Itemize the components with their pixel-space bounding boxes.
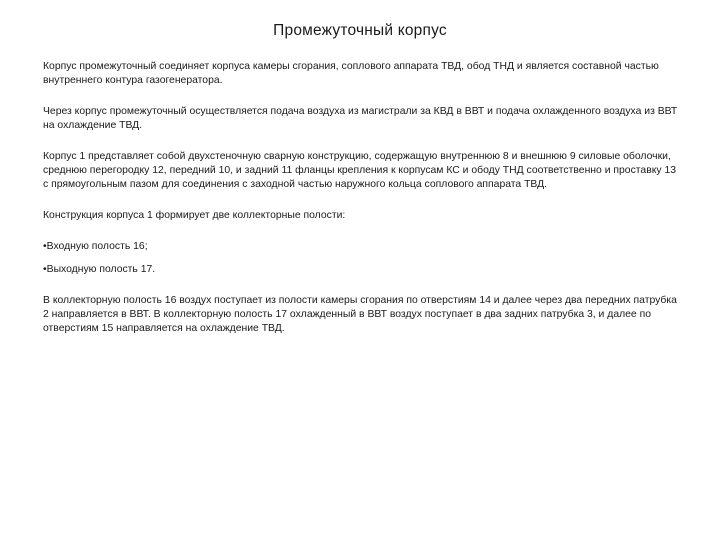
cavity-list [43, 240, 683, 277]
paragraph-air-flow: В коллекторную полость 16 воздух поступает из полости камеры сгорания по отверстиям 14 и далее через два передних патрубка 2 направляется в ВВТ. В коллекторную полость 17 охлажденный в ВВТ воздух поступает в два задних патрубка 3, и далее по отверстиям 15 направляется на охлаждение ТВД. [43, 295, 677, 334]
slide-title: Промежуточный корпус [273, 22, 447, 39]
list-item [43, 240, 683, 254]
slide-body [43, 60, 683, 353]
list-item-text: Выходную полость 17. [46, 264, 156, 275]
list-item [43, 263, 683, 277]
paragraph-air-supply: Через корпус промежуточный осуществляется подача воздуха из магистрали за КВД в ВВТ и подача охлажденного воздуха из ВВТ на охлаждение ТВД. [43, 106, 678, 131]
paragraph-construction: Корпус 1 представляет собой двухстеночную сварную конструкцию, содержащую внутреннюю 8 и внешнюю 9 силовые оболочки, среднюю перегородку 12, передний 10, и задний 11 фланцы крепления к корпусам КС и ободу ТНД соответственно и проставку 13 с прямоугольным пазом для соединения с заходной частью наружного кольца соплового аппарата ТВД. [43, 151, 677, 190]
list-item-text: Входную полость 16; [46, 241, 148, 252]
paragraph-cavities: Конструкция корпуса 1 формирует две коллекторные полости: [43, 210, 346, 221]
paragraph-intro: Корпус промежуточный соединяет корпуса камеры сгорания, соплового аппарата ТВД, обод ТНД и является составной частью внутреннего контура газогенератора. [43, 61, 659, 86]
